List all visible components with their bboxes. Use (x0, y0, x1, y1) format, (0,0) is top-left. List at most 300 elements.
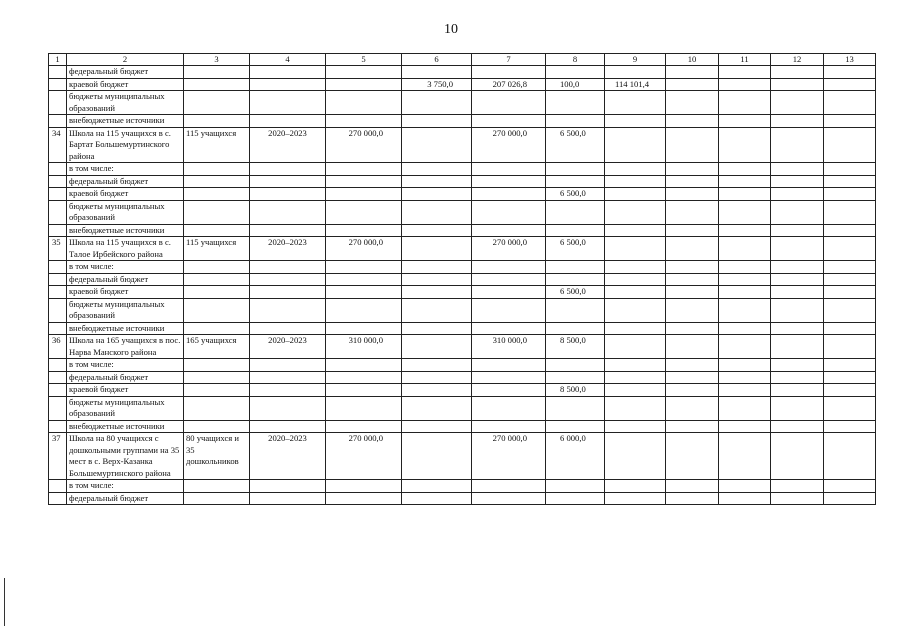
table-cell-col9 (605, 237, 666, 261)
table-cell-col4: 2020–2023 (250, 433, 326, 480)
table-cell-col7 (472, 261, 546, 274)
table-cell-col6 (402, 66, 472, 79)
table-cell-col11 (719, 237, 771, 261)
table-cell-col12 (771, 298, 824, 322)
column-header-4: 4 (250, 54, 326, 66)
column-header-9: 9 (605, 54, 666, 66)
table-cell-col5 (326, 371, 402, 384)
table-row (49, 188, 876, 201)
table-cell-col13 (824, 371, 876, 384)
table-cell-col4 (250, 200, 326, 224)
table-cell-col4 (250, 78, 326, 91)
table-cell-col2: федеральный бюджет (67, 371, 184, 384)
table-row (49, 127, 876, 163)
table-cell-col11 (719, 78, 771, 91)
table-row (49, 371, 876, 384)
table-cell-col9 (605, 286, 666, 299)
table-cell-col6 (402, 359, 472, 372)
table-cell-col9 (605, 273, 666, 286)
page-number: 10 (444, 22, 458, 37)
table-cell-col12 (771, 175, 824, 188)
table-cell-col6 (402, 237, 472, 261)
table-cell-col11 (719, 163, 771, 176)
table-cell-col12 (771, 371, 824, 384)
table-cell-col2: в том числе: (67, 359, 184, 372)
table-cell-col3 (184, 66, 250, 79)
table-cell-col5: 310 000,0 (326, 335, 402, 359)
table-cell-col8 (546, 224, 605, 237)
column-header-11: 11 (719, 54, 771, 66)
table-cell-col6 (402, 335, 472, 359)
table-cell-col7 (472, 371, 546, 384)
table-cell-col10 (666, 359, 719, 372)
table-cell-col1 (49, 261, 67, 274)
table-row (49, 237, 876, 261)
table-cell-col3: 115 учащихся (184, 237, 250, 261)
table-cell-col7 (472, 188, 546, 201)
table-cell-col10 (666, 237, 719, 261)
table-cell-col9 (605, 66, 666, 79)
table-cell-col3 (184, 91, 250, 115)
table-cell-col8: 8 500,0 (546, 384, 605, 397)
table-cell-col3 (184, 420, 250, 433)
table-row (49, 480, 876, 493)
table-cell-col5: 270 000,0 (326, 127, 402, 163)
table-cell-col4 (250, 188, 326, 201)
table-cell-col12 (771, 163, 824, 176)
table-cell-col10 (666, 163, 719, 176)
table-cell-col3: 165 учащихся (184, 335, 250, 359)
table-cell-col13 (824, 115, 876, 128)
table-cell-col5 (326, 200, 402, 224)
table-cell-col2: краевой бюджет (67, 384, 184, 397)
table-cell-col7 (472, 384, 546, 397)
table-cell-col10 (666, 384, 719, 397)
table-cell-col3 (184, 188, 250, 201)
table-cell-col8: 100,0 (546, 78, 605, 91)
table-cell-col11 (719, 261, 771, 274)
table-cell-col12 (771, 91, 824, 115)
table-cell-col7 (472, 298, 546, 322)
table-cell-col13 (824, 163, 876, 176)
table-row (49, 66, 876, 79)
table-cell-col2: краевой бюджет (67, 286, 184, 299)
table-cell-col5 (326, 384, 402, 397)
table-cell-col13 (824, 396, 876, 420)
table-cell-col4 (250, 420, 326, 433)
table-cell-col3 (184, 115, 250, 128)
column-header-8: 8 (546, 54, 605, 66)
table-row (49, 115, 876, 128)
table-cell-col4 (250, 163, 326, 176)
header-row (49, 54, 876, 66)
table-cell-col7: 207 026,8 (472, 78, 546, 91)
table-cell-col7: 310 000,0 (472, 335, 546, 359)
table-cell-col10 (666, 175, 719, 188)
table-cell-col10 (666, 261, 719, 274)
table-cell-col6 (402, 384, 472, 397)
table-cell-col5: 270 000,0 (326, 237, 402, 261)
table-cell-col5 (326, 420, 402, 433)
table-cell-col2: федеральный бюджет (67, 175, 184, 188)
table-cell-col3 (184, 298, 250, 322)
table-cell-col12 (771, 396, 824, 420)
table-row (49, 91, 876, 115)
table-cell-col4 (250, 91, 326, 115)
table-cell-col1 (49, 66, 67, 79)
table-cell-col1 (49, 273, 67, 286)
table-row (49, 335, 876, 359)
table-cell-col5 (326, 188, 402, 201)
table-cell-col12 (771, 433, 824, 480)
table-cell-col12 (771, 66, 824, 79)
table-cell-col2: федеральный бюджет (67, 273, 184, 286)
table-cell-col6 (402, 298, 472, 322)
table-cell-col11 (719, 396, 771, 420)
table-cell-col12 (771, 200, 824, 224)
table-cell-col6 (402, 188, 472, 201)
table-cell-col3 (184, 480, 250, 493)
table-cell-col1 (49, 322, 67, 335)
column-header-6: 6 (402, 54, 472, 66)
table-cell-col4 (250, 115, 326, 128)
table-cell-col2: внебюджетные источники (67, 224, 184, 237)
table-cell-col6 (402, 480, 472, 493)
table-cell-col11 (719, 66, 771, 79)
table-cell-col5 (326, 396, 402, 420)
table-cell-col10 (666, 298, 719, 322)
table-row (49, 175, 876, 188)
table-cell-col8 (546, 91, 605, 115)
table-cell-col9: 114 101,4 (605, 78, 666, 91)
table-cell-col5 (326, 298, 402, 322)
table-cell-col1 (49, 480, 67, 493)
table-cell-col1 (49, 78, 67, 91)
table-cell-col1: 34 (49, 127, 67, 163)
table-row (49, 359, 876, 372)
table-cell-col10 (666, 396, 719, 420)
table-cell-col12 (771, 335, 824, 359)
table-cell-col12 (771, 78, 824, 91)
column-header-5: 5 (326, 54, 402, 66)
table-cell-col13 (824, 188, 876, 201)
table-cell-col11 (719, 224, 771, 237)
table-cell-col7 (472, 91, 546, 115)
table-cell-col5 (326, 273, 402, 286)
table-cell-col1 (49, 286, 67, 299)
table-cell-col1 (49, 371, 67, 384)
table-cell-col6: 3 750,0 (402, 78, 472, 91)
table-cell-col3 (184, 224, 250, 237)
table-row (49, 78, 876, 91)
table-row (49, 273, 876, 286)
table-cell-col5 (326, 322, 402, 335)
table-cell-col3 (184, 371, 250, 384)
table-cell-col4: 2020–2023 (250, 335, 326, 359)
table-cell-col3 (184, 261, 250, 274)
table-cell-col8 (546, 115, 605, 128)
table-cell-col11 (719, 127, 771, 163)
table-cell-col8 (546, 396, 605, 420)
table-cell-col10 (666, 224, 719, 237)
table-cell-col13 (824, 433, 876, 480)
table-cell-col13 (824, 480, 876, 493)
table-cell-col2: бюджеты муниципальных образований (67, 200, 184, 224)
table-cell-col4 (250, 224, 326, 237)
table-cell-col13 (824, 492, 876, 505)
table-row (49, 298, 876, 322)
table-row (49, 433, 876, 480)
table-cell-col12 (771, 420, 824, 433)
table-cell-col5 (326, 78, 402, 91)
table-cell-col6 (402, 371, 472, 384)
table-cell-col5 (326, 175, 402, 188)
table-cell-col3 (184, 175, 250, 188)
table-cell-col7: 270 000,0 (472, 127, 546, 163)
table-row (49, 224, 876, 237)
table-cell-col8 (546, 371, 605, 384)
table-cell-col13 (824, 200, 876, 224)
table-cell-col4 (250, 492, 326, 505)
table-row (49, 261, 876, 274)
table-cell-col7 (472, 200, 546, 224)
table-cell-col9 (605, 175, 666, 188)
table-cell-col4 (250, 175, 326, 188)
table-cell-col6 (402, 261, 472, 274)
table-cell-col12 (771, 127, 824, 163)
table-cell-col1 (49, 200, 67, 224)
table-cell-col10 (666, 188, 719, 201)
table-row (49, 322, 876, 335)
table-cell-col9 (605, 261, 666, 274)
table-cell-col12 (771, 237, 824, 261)
table-cell-col1 (49, 298, 67, 322)
table-cell-col3 (184, 492, 250, 505)
table-cell-col9 (605, 359, 666, 372)
table-cell-col5 (326, 359, 402, 372)
table-cell-col11 (719, 433, 771, 480)
table-cell-col8 (546, 480, 605, 493)
table-cell-col6 (402, 273, 472, 286)
table-cell-col11 (719, 492, 771, 505)
table-cell-col1 (49, 115, 67, 128)
table-row (49, 396, 876, 420)
table-cell-col12 (771, 261, 824, 274)
table-cell-col6 (402, 420, 472, 433)
table-cell-col13 (824, 286, 876, 299)
column-header-12: 12 (771, 54, 824, 66)
table-cell-col1 (49, 396, 67, 420)
table-cell-col9 (605, 127, 666, 163)
table-cell-col11 (719, 335, 771, 359)
column-header-1: 1 (49, 54, 67, 66)
table-cell-col8 (546, 66, 605, 79)
table-cell-col4 (250, 261, 326, 274)
table-cell-col2: бюджеты муниципальных образований (67, 298, 184, 322)
table-cell-col10 (666, 127, 719, 163)
table-cell-col11 (719, 273, 771, 286)
table-row (49, 384, 876, 397)
table-cell-col12 (771, 384, 824, 397)
margin-line (4, 578, 5, 626)
table-cell-col8: 6 500,0 (546, 286, 605, 299)
table-cell-col11 (719, 115, 771, 128)
table-cell-col2: Школа на 115 учащихся в с. Талое Ирбейского района (67, 237, 184, 261)
table-cell-col3 (184, 396, 250, 420)
table-cell-col8: 8 500,0 (546, 335, 605, 359)
table-cell-col11 (719, 371, 771, 384)
table-cell-col2: Школа на 165 учащихся в пос. Нарва Манского района (67, 335, 184, 359)
table-cell-col4 (250, 322, 326, 335)
column-header-10: 10 (666, 54, 719, 66)
table-cell-col12 (771, 188, 824, 201)
table-cell-col9 (605, 420, 666, 433)
table-cell-col9 (605, 322, 666, 335)
table-cell-col2: бюджеты муниципальных образований (67, 91, 184, 115)
table-cell-col4: 2020–2023 (250, 237, 326, 261)
table-cell-col2: внебюджетные источники (67, 115, 184, 128)
table-cell-col2: внебюджетные источники (67, 420, 184, 433)
table-cell-col6 (402, 433, 472, 480)
table-cell-col11 (719, 200, 771, 224)
table-cell-col7 (472, 322, 546, 335)
table-cell-col9 (605, 163, 666, 176)
table-cell-col13 (824, 237, 876, 261)
table-row (49, 420, 876, 433)
table-cell-col5 (326, 480, 402, 493)
table-cell-col10 (666, 433, 719, 480)
table-cell-col10 (666, 115, 719, 128)
table-cell-col6 (402, 396, 472, 420)
table-cell-col4 (250, 480, 326, 493)
table-cell-col1: 36 (49, 335, 67, 359)
table-cell-col10 (666, 286, 719, 299)
table-cell-col13 (824, 91, 876, 115)
table-cell-col1 (49, 420, 67, 433)
table-cell-col3 (184, 200, 250, 224)
table-cell-col8 (546, 273, 605, 286)
table-cell-col7: 270 000,0 (472, 237, 546, 261)
table-cell-col12 (771, 359, 824, 372)
table-cell-col12 (771, 115, 824, 128)
table-cell-col1 (49, 359, 67, 372)
table-cell-col11 (719, 480, 771, 493)
table-cell-col1 (49, 224, 67, 237)
table-cell-col5 (326, 261, 402, 274)
table-cell-col3 (184, 78, 250, 91)
table-cell-col5 (326, 66, 402, 79)
table-cell-col11 (719, 322, 771, 335)
table-cell-col7 (472, 492, 546, 505)
column-header-2: 2 (67, 54, 184, 66)
table-cell-col9 (605, 200, 666, 224)
table-cell-col13 (824, 175, 876, 188)
table-cell-col8 (546, 261, 605, 274)
table-row (49, 492, 876, 505)
table-cell-col5 (326, 492, 402, 505)
table-cell-col2: в том числе: (67, 163, 184, 176)
table-row (49, 200, 876, 224)
table-cell-col8 (546, 322, 605, 335)
table-cell-col12 (771, 322, 824, 335)
table-cell-col6 (402, 322, 472, 335)
table-cell-col4 (250, 66, 326, 79)
table-cell-col13 (824, 273, 876, 286)
table-cell-col6 (402, 91, 472, 115)
table-cell-col13 (824, 66, 876, 79)
table-cell-col12 (771, 224, 824, 237)
table-cell-col4 (250, 286, 326, 299)
table-cell-col2: бюджеты муниципальных образований (67, 396, 184, 420)
table-cell-col9 (605, 188, 666, 201)
table-cell-col2: в том числе: (67, 261, 184, 274)
table-cell-col11 (719, 175, 771, 188)
table-cell-col1 (49, 175, 67, 188)
table-cell-col7: 270 000,0 (472, 433, 546, 480)
table-cell-col10 (666, 91, 719, 115)
table-cell-col6 (402, 200, 472, 224)
table-cell-col8: 6 500,0 (546, 188, 605, 201)
table-cell-col1: 37 (49, 433, 67, 480)
table-cell-col7 (472, 163, 546, 176)
table-cell-col7 (472, 66, 546, 79)
table-cell-col7 (472, 115, 546, 128)
table-cell-col9 (605, 371, 666, 384)
table-cell-col12 (771, 492, 824, 505)
table-row (49, 163, 876, 176)
table-cell-col8 (546, 359, 605, 372)
table-cell-col1: 35 (49, 237, 67, 261)
table-cell-col11 (719, 286, 771, 299)
table-cell-col8: 6 000,0 (546, 433, 605, 480)
table-cell-col11 (719, 91, 771, 115)
table-cell-col10 (666, 322, 719, 335)
table-cell-col4 (250, 298, 326, 322)
table-cell-col13 (824, 224, 876, 237)
table-cell-col8 (546, 298, 605, 322)
table-cell-col13 (824, 359, 876, 372)
table-cell-col13 (824, 261, 876, 274)
table-cell-col5 (326, 286, 402, 299)
table-cell-col12 (771, 273, 824, 286)
table-cell-col2: федеральный бюджет (67, 492, 184, 505)
table-cell-col8 (546, 200, 605, 224)
table-cell-col7 (472, 359, 546, 372)
column-header-13: 13 (824, 54, 876, 66)
table-cell-col13 (824, 335, 876, 359)
table-cell-col11 (719, 188, 771, 201)
table-cell-col4 (250, 384, 326, 397)
column-header-3: 3 (184, 54, 250, 66)
table-cell-col9 (605, 224, 666, 237)
table-cell-col3: 115 учащихся (184, 127, 250, 163)
table-cell-col1 (49, 91, 67, 115)
table-cell-col9 (605, 384, 666, 397)
table-cell-col8: 6 500,0 (546, 127, 605, 163)
table-cell-col4 (250, 371, 326, 384)
table-cell-col9 (605, 433, 666, 480)
table-cell-col9 (605, 396, 666, 420)
table-cell-col7 (472, 286, 546, 299)
table-cell-col9 (605, 298, 666, 322)
table-cell-col4 (250, 273, 326, 286)
table-cell-col8 (546, 420, 605, 433)
table-cell-col2: федеральный бюджет (67, 66, 184, 79)
table-cell-col6 (402, 175, 472, 188)
table-cell-col2: краевой бюджет (67, 188, 184, 201)
table-cell-col5 (326, 224, 402, 237)
table-cell-col2: Школа на 80 учащихся с дошкольными группами на 35 мест в с. Верх-Казанка Большемуртинского района (67, 433, 184, 480)
